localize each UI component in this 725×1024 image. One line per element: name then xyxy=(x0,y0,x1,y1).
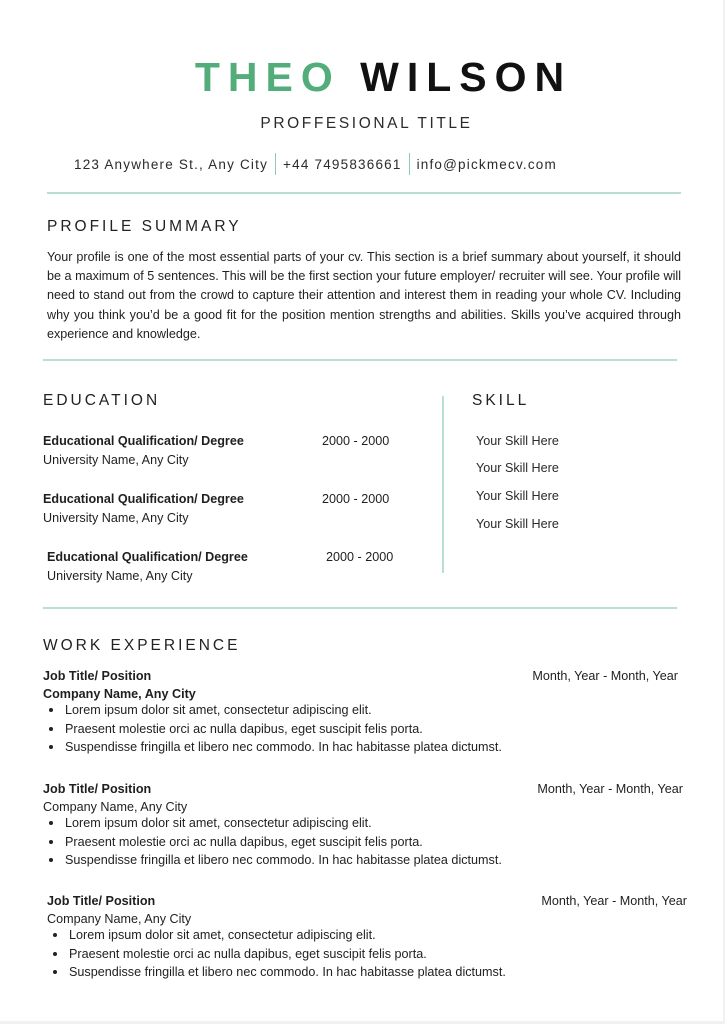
job-bullet: Lorem ipsum dolor sit amet, consectetur adipiscing elit. xyxy=(43,701,678,720)
education-item xyxy=(43,492,433,525)
education-item xyxy=(47,550,437,583)
contact-phone: +44 7495836661 xyxy=(283,156,402,172)
job-bullet: Suspendisse fringilla et libero nec commodo. In hac habitasse platea dictumst. xyxy=(43,738,678,757)
column-divider xyxy=(442,396,444,573)
contact-separator xyxy=(409,153,410,175)
education-years: 2000 - 2000 xyxy=(322,492,390,506)
job-entry xyxy=(47,894,687,982)
skill-heading: SKILL xyxy=(472,392,530,409)
job-bullet: Suspendisse fringilla et libero nec commodo. In hac habitasse platea dictumst. xyxy=(43,851,683,870)
education-school: University Name, Any City xyxy=(47,569,193,583)
job-title: Job Title/ Position xyxy=(43,782,152,796)
job-dates: Month, Year - Month, Year xyxy=(541,894,687,908)
last-name: WILSON xyxy=(360,54,573,100)
job-company: Company Name, Any City xyxy=(43,800,188,814)
job-entry xyxy=(43,669,678,757)
contact-address: 123 Anywhere St., Any City xyxy=(74,156,269,172)
divider xyxy=(47,192,681,194)
job-title: Job Title/ Position xyxy=(47,894,156,908)
education-years: 2000 - 2000 xyxy=(326,550,394,564)
job-bullet: Praesent molestie orci ac nulla dapibus, eget suscipit felis porta. xyxy=(43,720,678,739)
skill-item: Your Skill Here xyxy=(476,434,559,448)
job-title: Job Title/ Position xyxy=(43,669,152,683)
job-entry xyxy=(43,782,683,870)
job-bullet: Lorem ipsum dolor sit amet, consectetur adipiscing elit. xyxy=(47,926,687,945)
job-company: Company Name, Any City xyxy=(43,687,196,701)
job-bullet: Suspendisse fringilla et libero nec commodo. In hac habitasse platea dictumst. xyxy=(47,963,687,982)
professional-title: PROFFESIONAL TITLE xyxy=(260,115,473,132)
education-years: 2000 - 2000 xyxy=(322,434,390,448)
first-name: THEO xyxy=(194,54,341,100)
job-bullets xyxy=(43,701,678,757)
job-bullets xyxy=(43,814,683,870)
skill-item: Your Skill Here xyxy=(476,517,559,531)
contact-email: info@pickmecv.com xyxy=(416,156,557,172)
profile-summary-text: Your profile is one of the most essential parts of your cv. This section is a brief summary about yourself, it should be a maximum of 5 sentences. This will be the first section your future employer/ recruiter will see. Your profile will need to stand out from the crowd to capture their attention and interest them in reading your whole CV. Including why you think you’d be a good fit for the position mention strengths and abilities. Skills you’ve acquired through experience and knowledge. xyxy=(47,250,681,341)
contact-separator xyxy=(275,153,276,175)
job-company: Company Name, Any City xyxy=(47,912,192,926)
profile-heading: PROFILE SUMMARY xyxy=(47,218,242,235)
education-degree: Educational Qualification/ Degree xyxy=(43,434,244,448)
education-school: University Name, Any City xyxy=(43,511,189,525)
job-bullet: Praesent molestie orci ac nulla dapibus, eget suscipit felis porta. xyxy=(43,833,683,852)
job-bullet: Praesent molestie orci ac nulla dapibus, eget suscipit felis porta. xyxy=(47,945,687,964)
skill-item: Your Skill Here xyxy=(476,461,559,475)
job-dates: Month, Year - Month, Year xyxy=(537,782,683,796)
education-school: University Name, Any City xyxy=(43,453,189,467)
education-heading: EDUCATION xyxy=(43,392,161,409)
job-bullets xyxy=(47,926,687,982)
job-dates: Month, Year - Month, Year xyxy=(532,669,678,683)
candidate-name xyxy=(0,52,725,102)
education-degree: Educational Qualification/ Degree xyxy=(43,492,244,506)
divider xyxy=(43,607,677,609)
education-item xyxy=(43,434,433,467)
divider xyxy=(43,359,677,361)
contact-bar xyxy=(74,153,557,175)
education-degree: Educational Qualification/ Degree xyxy=(47,550,248,564)
skill-item: Your Skill Here xyxy=(476,489,559,503)
job-bullet: Lorem ipsum dolor sit amet, consectetur adipiscing elit. xyxy=(43,814,683,833)
work-heading: WORK EXPERIENCE xyxy=(43,637,241,654)
